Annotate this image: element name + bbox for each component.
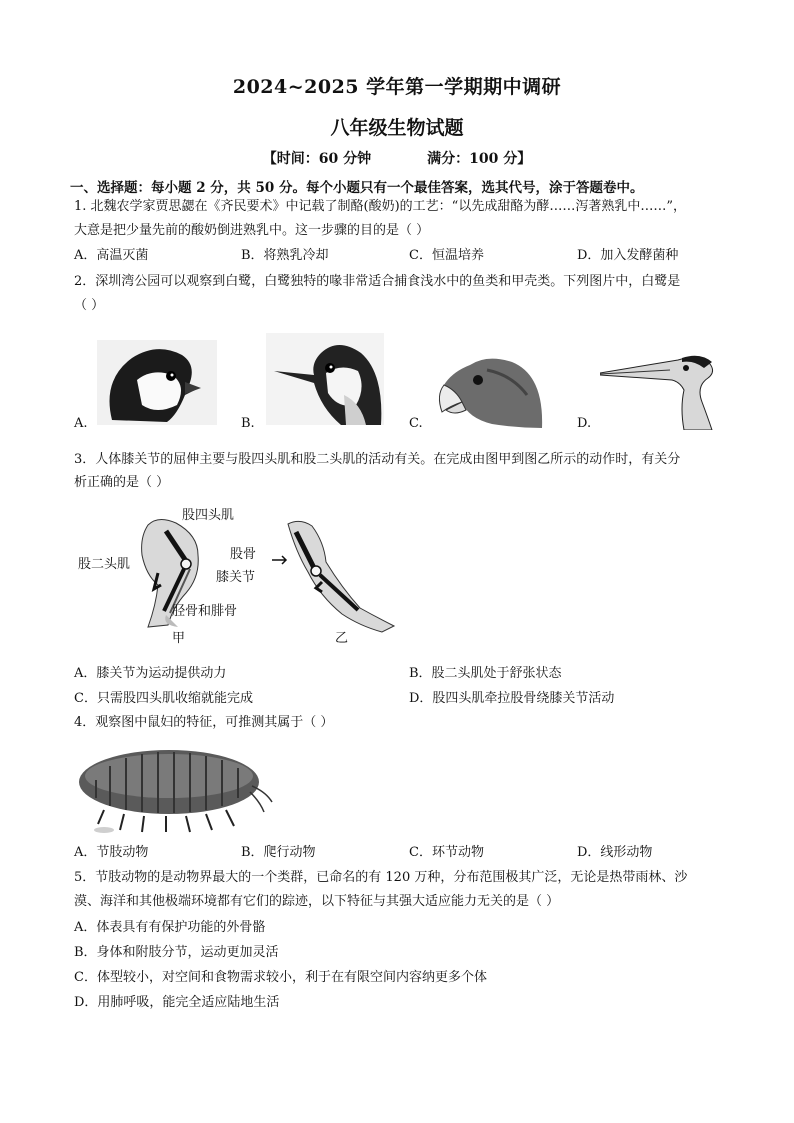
q1-option-a: A．高温灭菌 [74,248,149,263]
q3-option-a: A．膝关节为运动提供动力 [74,666,227,681]
q3-option-c: C．只需股四头肌收缩就能完成 [74,691,253,706]
woodlouse-image [74,740,274,836]
q3-option-d: D．股四头肌牵拉股骨绕膝关节活动 [409,691,615,706]
q3-line2: 析正确的是（ ） [74,475,170,490]
q2-option-c: C. [409,416,423,431]
knee-diagram-yi [270,518,400,636]
q1-line2: 大意是把少量先前的酸奶倒进熟乳中。这一步骤的目的是（ ） [74,223,430,238]
q1-option-d: D．加入发酵菌种 [577,248,679,263]
q2-option-b: B. [241,416,255,431]
q2-line1: 2．深圳湾公园可以观察到白鹭，白鹭独特的喙非常适合捕食浅水中的鱼类和甲壳类。下列图片中，白鹭是 [74,274,681,289]
label-biceps-femoris: 股二头肌 [78,557,131,572]
q5-option-d: D．用肺呼吸，能完全适应陆地生活 [74,995,280,1010]
label-fig-yi: 乙 [335,631,349,646]
q3-option-b: B．股二头肌处于舒张状态 [409,666,562,681]
q4-option-b: B．爬行动物 [241,845,316,860]
time-info: 【时间：60 分钟 [262,151,372,167]
section-heading: 一、选择题：每小题 2 分，共 50 分。每个小题只有一个最佳答案，选其代号，涂于答题卷中。 [70,180,644,196]
bird-head-d-image [600,346,718,430]
q5-option-a: A．体表具有有保护功能的外骨骼 [74,920,266,935]
q4-option-c: C．环节动物 [409,845,484,860]
label-quadriceps: 股四头肌 [182,508,235,523]
bird-head-c-image [432,350,544,428]
label-tibia-fibula: 胫骨和腓骨 [172,604,238,619]
bird-head-a-image [97,340,217,425]
q4-option-d: D．线形动物 [577,845,653,860]
q3-line1: 3．人体膝关节的屈伸主要与股四头肌和股二头肌的活动有关。在完成由图甲到图乙所示的动作时，有关分 [74,452,681,467]
q5-line2: 漠、海洋和其他极端环境都有它们的踪迹，以下特征与其强大适应能力无关的是（ ） [74,894,560,909]
label-knee-joint: 膝关节 [216,570,256,585]
q1-option-c: C．恒温培养 [409,248,484,263]
q2-line2: （ ） [74,298,105,313]
q1-option-b: B．将熟乳冷却 [241,248,329,263]
q5-line1: 5．节肢动物的是动物界最大的一个类群，已命名的有 120 万种，分布范围极其广泛，无论是热带雨林、沙 [74,870,688,885]
exam-info [0,148,794,168]
q5-option-b: B．身体和附肢分节，运动更加灵活 [74,945,279,960]
bird-head-b-image [266,333,384,425]
q5-option-c: C．体型较小，对空间和食物需求较小，利于在有限空间内容纳更多个体 [74,970,487,985]
label-fig-jia: 甲 [172,631,186,646]
q4-option-a: A．节肢动物 [74,845,149,860]
label-femur: 股骨 [230,547,257,562]
exam-subject: 八年级生物试题 [330,117,464,139]
q1-line1: 1. 北魏农学家贾思勰在《齐民要术》中记载了制酪(酸奶)的工艺：“以先成甜酪为酵……泻著熟乳中……”， [74,199,686,214]
q4-line1: 4．观察图中鼠妇的特征，可推测其属于（ ） [74,715,334,730]
q2-option-d: D. [577,416,592,431]
exam-title: 2024~2025 学年第一学期期中调研 [232,76,562,98]
score-info: 满分：100 分】 [427,151,532,167]
q2-option-a: A. [74,416,88,431]
